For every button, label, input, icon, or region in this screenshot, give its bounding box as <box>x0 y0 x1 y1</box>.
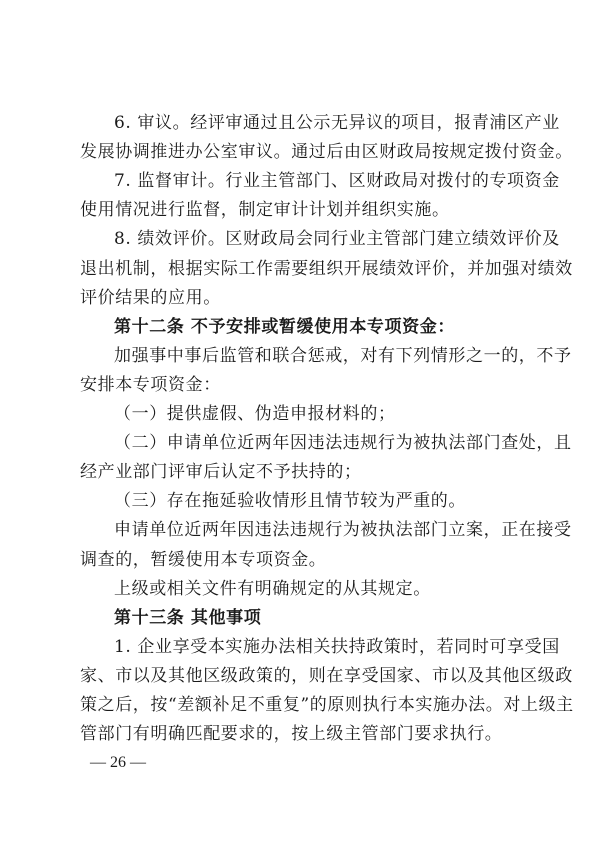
list-item-3: （三）存在拖延验收情形且情节较为严重的。 <box>114 491 466 511</box>
paragraph-line: 策之后，按“差额补足不重复”的原则执行本实施办法。对上级主 <box>80 695 574 715</box>
paragraph-line: 1. 企业享受本实施办法相关扶持政策时，若同时可享受国 <box>114 637 560 657</box>
article-heading-12: 第十二条 不予安排或暂缓使用本专项资金： <box>114 317 455 337</box>
paragraph-line: 6. 审议。经评审通过且公示无异议的项目，报青浦区产业 <box>114 113 560 133</box>
paragraph-line: 上级或相关文件有明确规定的从其规定。 <box>114 579 431 599</box>
paragraph-line: 评价结果的应用。 <box>80 288 221 308</box>
paragraph-line: 发展协调推进办公室审议。通过后由区财政局按规定拨付资金。 <box>80 142 573 162</box>
paragraph-line: 加强事中事后监管和联合惩戒，对有下列情形之一的，不予 <box>114 346 572 366</box>
list-item-1: （一）提供虚假、伪造申报材料的； <box>114 404 396 424</box>
paragraph-line: 安排本专项资金： <box>80 375 221 395</box>
paragraph-line: 申请单位近两年因违法违规行为被执法部门立案，正在接受 <box>114 520 572 540</box>
paragraph-line: 调查的，暂缓使用本专项资金。 <box>80 550 327 570</box>
article-heading-13: 第十三条 其他事项 <box>114 608 262 628</box>
paragraph-line: 使用情况进行监督，制定审计计划并组织实施。 <box>80 200 450 220</box>
list-item-2: （二）申请单位近两年因违法违规行为被执法部门查处，且 <box>114 433 572 453</box>
page-number: — 26 — <box>90 754 146 771</box>
paragraph-line: 家、市以及其他区级政策的，则在享受国家、市以及其他区级政 <box>80 666 573 686</box>
paragraph-line: 管部门有明确匹配要求的，按上级主管部门要求执行。 <box>80 724 503 744</box>
paragraph-line: 8. 绩效评价。区财政局会同行业主管部门建立绩效评价及 <box>114 229 560 249</box>
paragraph-line: 7. 监督审计。行业主管部门、区财政局对拨付的专项资金 <box>114 171 560 191</box>
paragraph-line: 经产业部门评审后认定不予扶持的； <box>80 462 362 482</box>
paragraph-line: 退出机制，根据实际工作需要组织开展绩效评价，并加强对绩效 <box>80 259 573 279</box>
